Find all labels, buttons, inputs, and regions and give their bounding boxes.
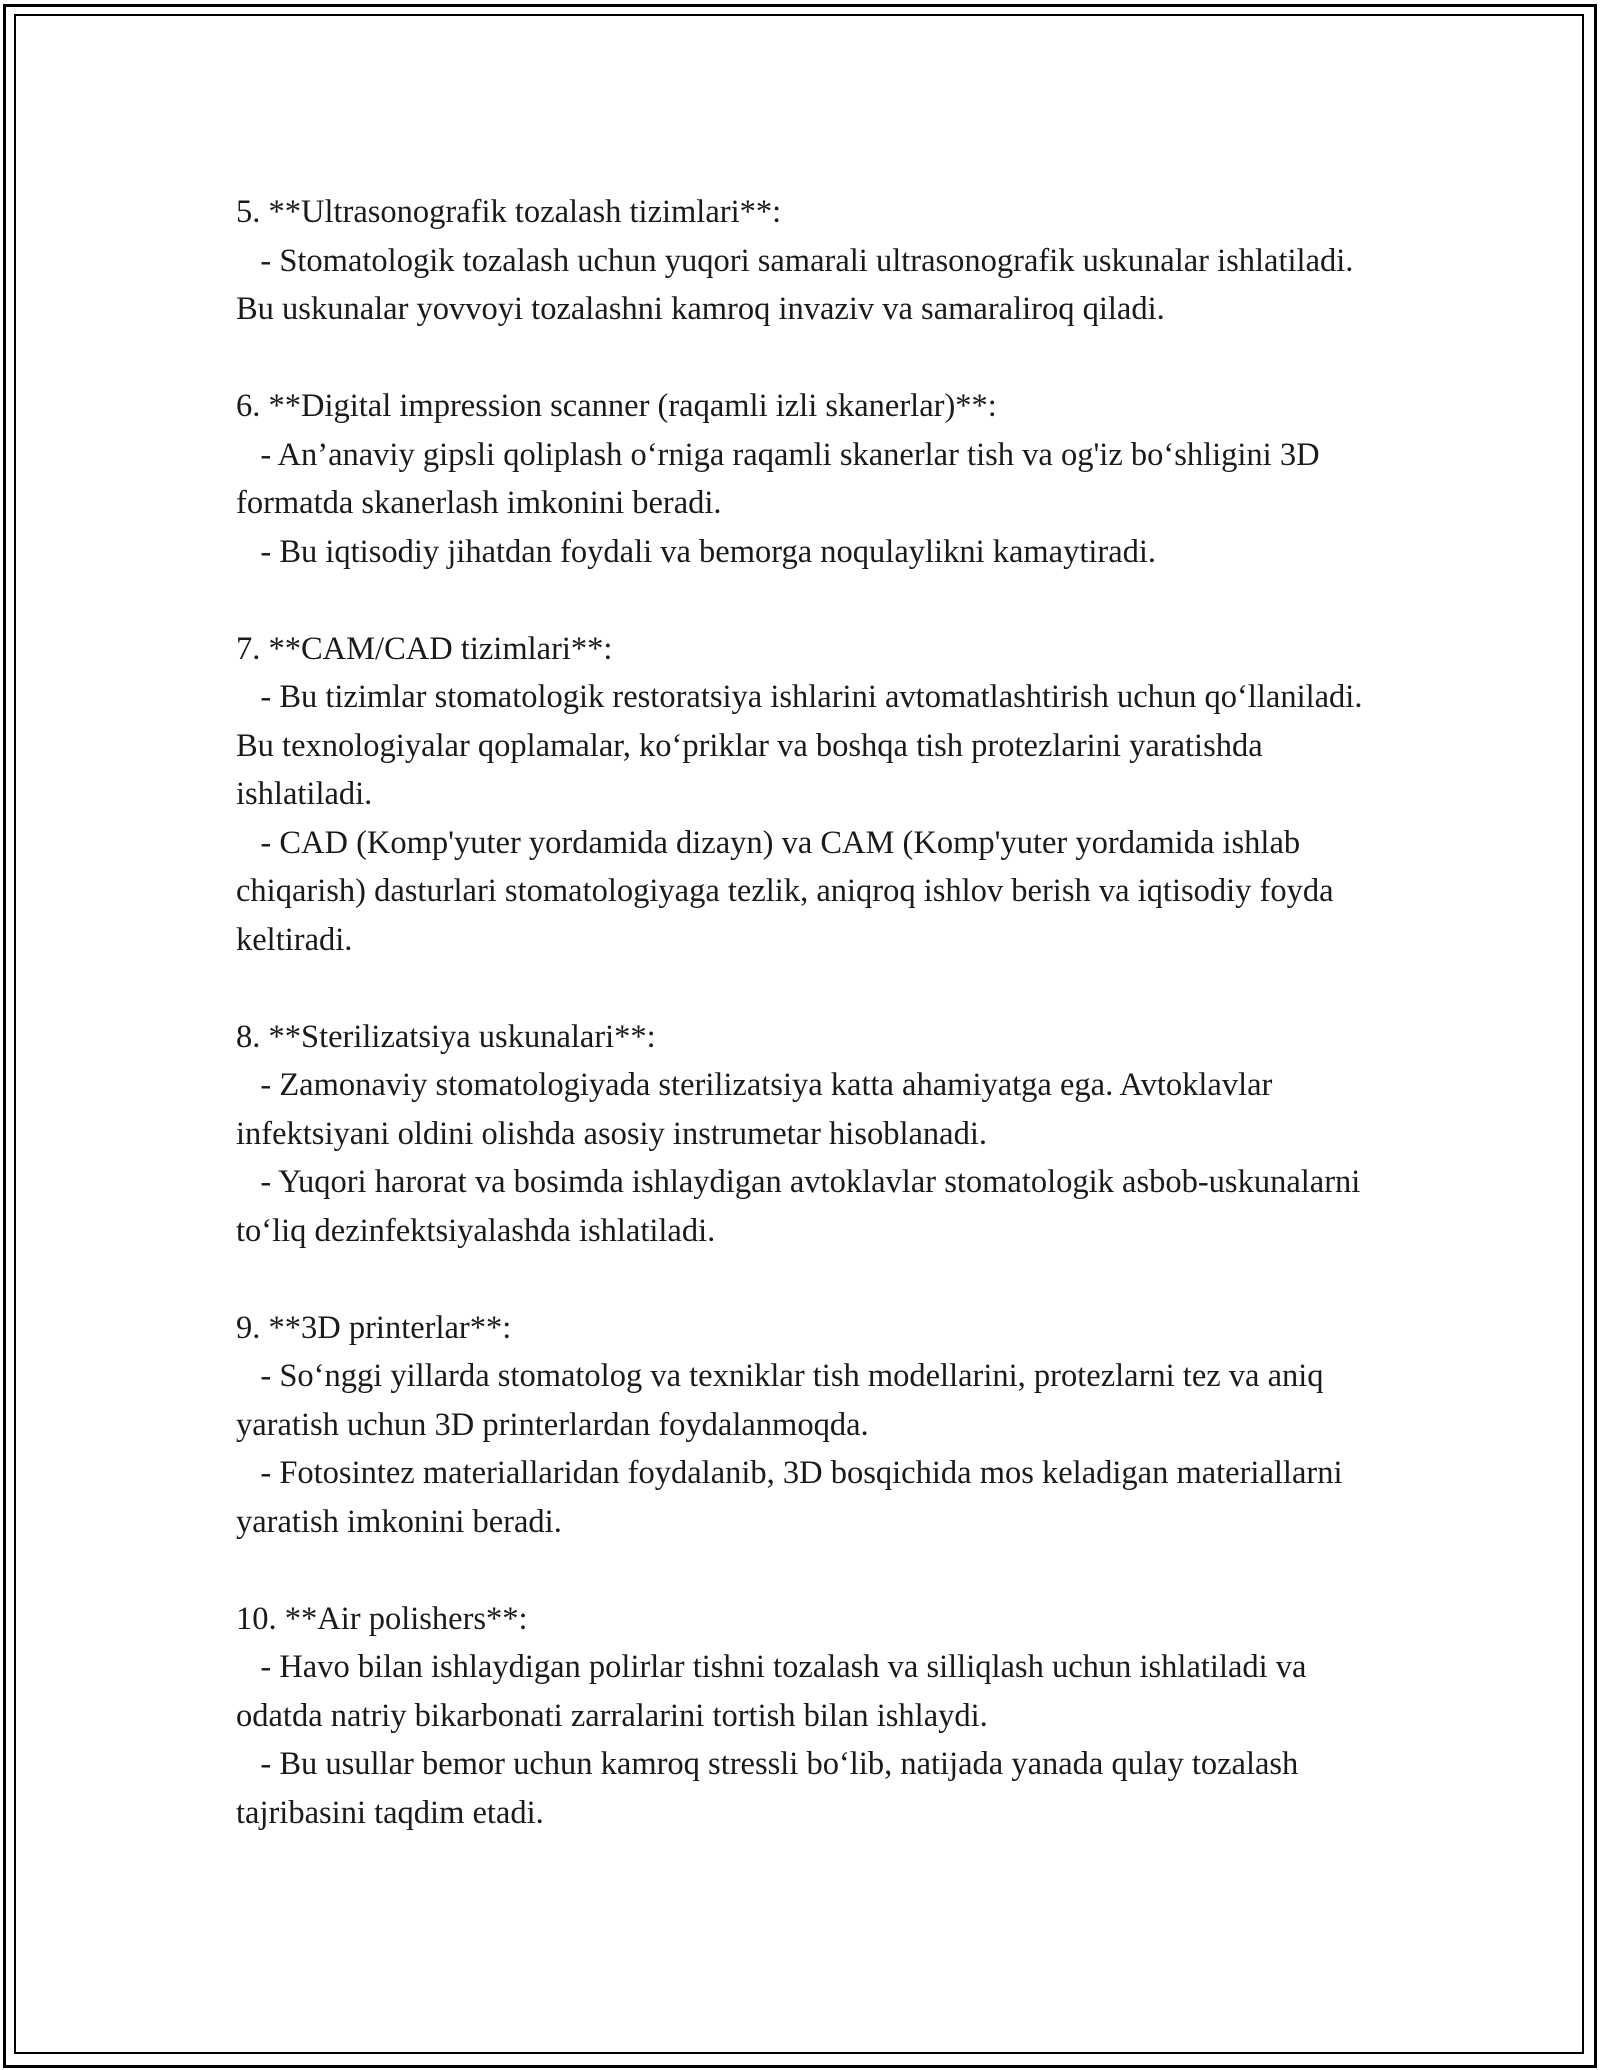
section-paragraph: - Stomatologik tozalash uchun yuqori samarali ultrasonografik uskunalar ishlatiladi. Bu uskunalar yovvoyi tozalashni kamroq invaziv va samaraliroq qiladi. (236, 242, 1362, 327)
section-paragraph: - Bu tizimlar stomatologik restoratsiya ishlarini avtomatlashtirish uchun qo‘llaniladi. Bu texnologiyalar qoplamalar, ko‘priklar va boshqa tish protezlarini yaratishda ishlatiladi. (236, 679, 1371, 812)
section-heading: 5. **Ultrasonografik tozalash tizimlari**: (236, 194, 782, 230)
document-body (236, 188, 1371, 1886)
section-cam-cad (236, 625, 1371, 965)
section-heading: 9. **3D printerlar**: (236, 1309, 512, 1346)
section-paragraph: - So‘nggi yillarda stomatolog va texniklar tish modellarini, protezlarni tez va aniq yaratish uchun 3D printerlardan foydalanmoqda. (236, 1358, 1332, 1443)
section-paragraph: - Fotosintez materiallaridan foydalanib, 3D bosqichida mos keladigan materiallarni yaratish imkonini beradi. (236, 1455, 1351, 1540)
section-heading: 7. **CAM/CAD tizimlari**: (236, 630, 613, 667)
section-paragraph: - Bu iqtisodiy jihatdan foydali va bemorga noqulaylikni kamaytiradi. (236, 533, 1157, 570)
section-heading: 6. **Digital impression scanner (raqamli izli skanerlar)**: (236, 388, 997, 424)
section-heading: 10. **Air polishers**: (236, 1600, 528, 1637)
section-paragraph: - Zamonaviy stomatologiyada sterilizatsiya katta ahamiyatga ega. Avtoklavlar infektsiyani oldini olishda asosiy instrumetar hisoblanadi. (236, 1067, 1281, 1152)
section-3d-printers (236, 1304, 1366, 1547)
section-paragraph: - Havo bilan ishlaydigan polirlar tishni tozalash va silliqlash uchun ishlatiladi va odatda natriy bikarbonati zarralarini tortish bilan ishlaydi. (236, 1649, 1315, 1734)
section-digital-impression-scanner (236, 382, 1366, 576)
section-heading: 8. **Sterilizatsiya uskunalari**: (236, 1018, 656, 1055)
section-air-polishers (236, 1595, 1366, 1838)
section-sterilization (236, 1013, 1369, 1256)
section-paragraph: - An’anaviy gipsli qoliplash o‘rniga raqamli skanerlar tish va og'iz bo‘shligini 3D formatda skanerlash imkonini beradi. (236, 436, 1328, 521)
section-paragraph: - Yuqori harorat va bosimda ishlaydigan avtoklavlar stomatologik asbob-uskunalarni to‘liq dezinfektsiyalashda ishlatiladi. (236, 1164, 1369, 1249)
section-paragraph: - Bu usullar bemor uchun kamroq stressli bo‘lib, natijada yanada qulay tozalash tajribasini taqdim etadi. (236, 1746, 1307, 1831)
section-ultrasonic-cleaning (236, 188, 1366, 334)
section-paragraph: - CAD (Komp'yuter yordamida dizayn) va CAM (Komp'yuter yordamida ishlab chiqarish) dasturlari stomatologiyaga tezlik, aniqroq ishlov berish va iqtisodiy foyda keltiradi. (236, 824, 1342, 958)
